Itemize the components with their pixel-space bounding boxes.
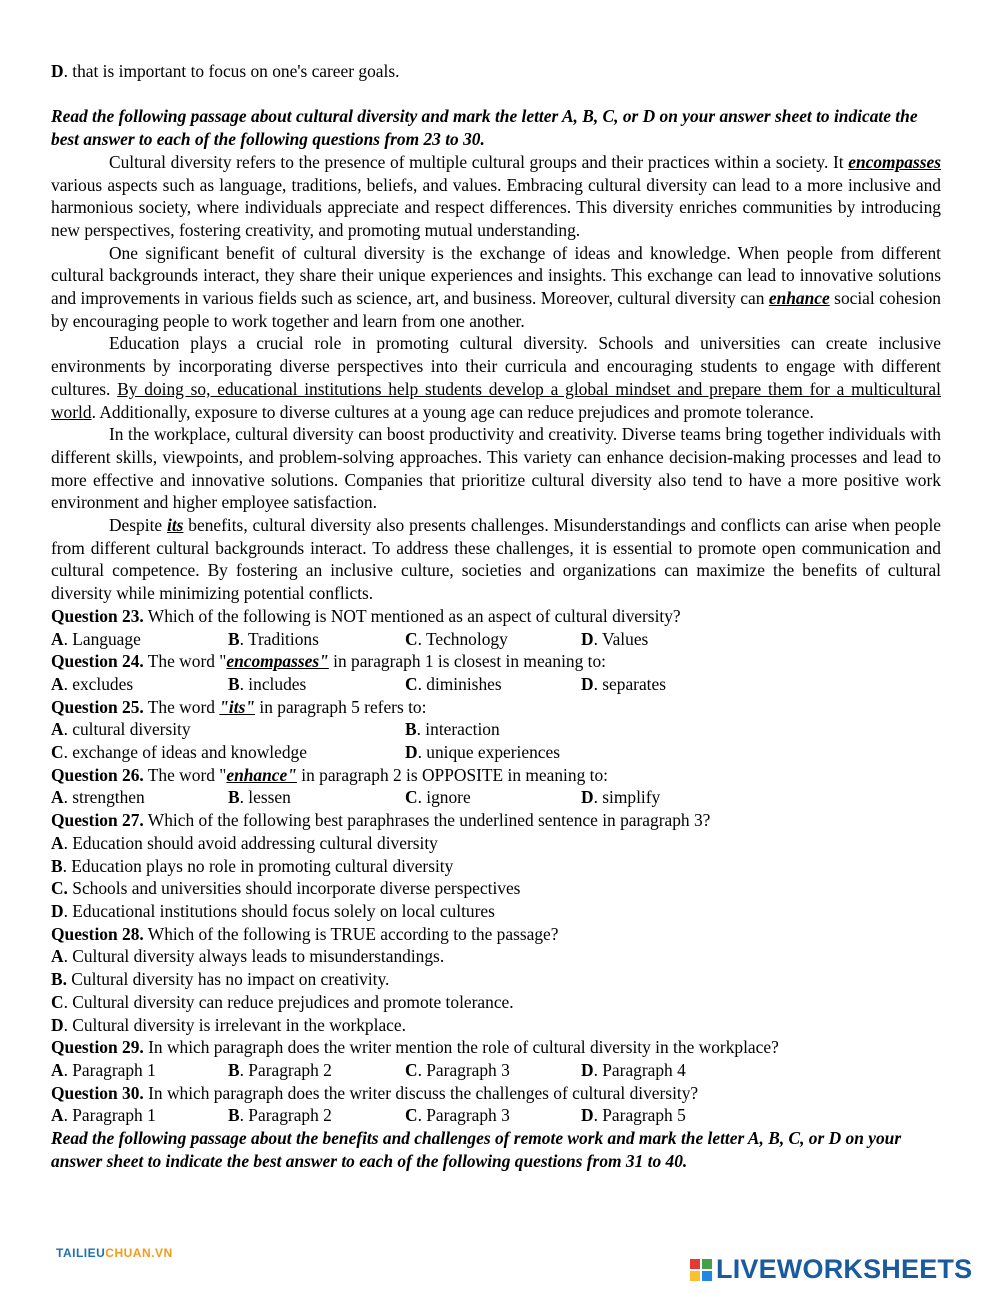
question-30: Question 30. In which paragraph does the writer discuss the challenges of cultural diversity?: [51, 1082, 699, 1103]
question-29-options: [51, 1059, 941, 1082]
option-c[interactable]: C. exchange of ideas and knowledge: [51, 742, 307, 763]
option-a[interactable]: A. excludes: [51, 673, 134, 694]
question-29: Question 29. In which paragraph does the writer mention the role of cultural diversity in the workplace?: [51, 1037, 779, 1058]
question-28: Question 28. Which of the following is TRUE according to the passage?: [51, 923, 559, 944]
instruction-passage-1: Read the following passage about cultural diversity and mark the letter A, B, C, or D on your answer sheet to indicate the best answer to each of the following questions from 23 to 30.: [51, 106, 918, 150]
option-d[interactable]: D. unique experiences: [405, 742, 561, 763]
question-25-options-row-2: [51, 741, 941, 764]
option-d[interactable]: D. simplify: [581, 787, 661, 808]
option-b[interactable]: B. Paragraph 2: [228, 1105, 332, 1126]
question-25: Question 25. The word "its" in paragraph 5 refers to:: [51, 696, 427, 717]
keyword-its: its: [166, 515, 184, 536]
option-d[interactable]: D. Paragraph 4: [581, 1059, 686, 1080]
question-30-options: [51, 1104, 941, 1127]
option-c[interactable]: C. diminishes: [405, 673, 502, 694]
option-d[interactable]: D. Values: [581, 628, 649, 649]
option-a[interactable]: A. cultural diversity: [51, 719, 191, 740]
worksheet-page: [51, 60, 941, 1172]
question-23-options: [51, 628, 941, 651]
option-d[interactable]: D. Paragraph 5: [581, 1105, 686, 1126]
option-b[interactable]: B. includes: [228, 673, 307, 694]
keyword-encompasses: encompasses: [848, 151, 941, 172]
option-c[interactable]: C. Cultural diversity can reduce prejudices and promote tolerance.: [51, 991, 514, 1012]
question-24-options: [51, 673, 941, 696]
option-b[interactable]: B. lessen: [228, 787, 291, 808]
paragraph-1: Cultural diversity refers to the presence of multiple cultural groups and their practices within a society. It encompasses various aspects such as language, traditions, beliefs, and values. Embracing cultural diversity can lead to a more inclusive and harmonious society, where individuals appreciate and respect differences. This diversity enriches communities by introducing new perspectives, fostering creativity, and promoting mutual understanding.: [51, 151, 941, 240]
paragraph-2: One significant benefit of cultural diversity is the exchange of ideas and knowledge. When people from different cultural backgrounds interact, they share their unique experiences and insights. This exchange can lead to innovative solutions and improvements in various fields such as science, art, and business. Moreover, cultural diversity can enhance social cohesion by encouraging people to work together and learn from one another.: [51, 242, 941, 331]
option-b[interactable]: B. interaction: [405, 719, 500, 740]
paragraph-4: In the workplace, cultural diversity can boost productivity and creativity. Diverse teams bring together individuals with different skills, viewpoints, and problem-solving approaches. This variety can enhance decision-making processes and lead to more effective and innovative solutions. Companies that prioritize cultural diversity also tend to have a more positive work environment and higher employee satisfaction.: [51, 424, 941, 513]
option-b[interactable]: B. Traditions: [228, 628, 319, 649]
tailieuchuan-logo[interactable]: TAILIEUCHUAN.VN: [56, 1246, 173, 1260]
liveworksheets-logo[interactable]: LIVEWORKSHEETS: [690, 1254, 972, 1285]
question-26: Question 26. The word "enhance" in paragraph 2 is OPPOSITE in meaning to:: [51, 764, 608, 785]
option-c[interactable]: C. Technology: [405, 628, 508, 649]
option-c[interactable]: C. Paragraph 3: [405, 1059, 510, 1080]
question-27: Question 27. Which of the following best paraphrases the underlined sentence in paragraph 3?: [51, 810, 711, 831]
option-a[interactable]: A. Cultural diversity always leads to misunderstandings.: [51, 946, 445, 967]
option-d[interactable]: D. Educational institutions should focus solely on local cultures: [51, 901, 495, 921]
previous-question-option-d: D. that is important to focus on one's career goals.: [51, 61, 400, 81]
paragraph-5: Despite its benefits, cultural diversity also presents challenges. Misunderstandings and conflicts can arise when people from different cultural backgrounds interact. To address these challenges, it is essential to promote open communication and cultural competence. By fostering an inclusive culture, societies and organizations can maximize the benefits of cultural diversity while minimizing potential conflicts.: [51, 515, 941, 604]
option-a[interactable]: A. strengthen: [51, 787, 145, 808]
option-d[interactable]: D. separates: [581, 673, 666, 694]
option-a[interactable]: A. Education should avoid addressing cultural diversity: [51, 832, 438, 853]
underlined-sentence: By doing so, educational institutions help students develop a global mindset and prepare them for a multicultural world: [51, 378, 941, 422]
keyword-enhance: enhance: [768, 288, 830, 309]
question-26-options: [51, 786, 941, 809]
option-c[interactable]: C. Paragraph 3: [405, 1105, 510, 1126]
question-23: Question 23. Which of the following is NOT mentioned as an aspect of cultural diversity?: [51, 605, 681, 626]
option-b[interactable]: B. Paragraph 2: [228, 1059, 332, 1080]
option-b[interactable]: B. Cultural diversity has no impact on creativity.: [51, 969, 390, 990]
option-a[interactable]: A. Language: [51, 628, 141, 649]
option-a[interactable]: A. Paragraph 1: [51, 1059, 156, 1080]
question-24: Question 24. The word "encompasses" in paragraph 1 is closest in meaning to:: [51, 651, 607, 672]
option-c[interactable]: C. ignore: [405, 787, 471, 808]
option-a[interactable]: A. Paragraph 1: [51, 1105, 156, 1126]
paragraph-3: Education plays a crucial role in promoting cultural diversity. Schools and universities can create inclusive environments by incorporating diverse perspectives into their curricula and encouraging students to engage with different cultures. By doing so, educational institutions help students develop a global mindset and prepare them for a multicultural world. Additionally, exposure to diverse cultures at a young age can reduce prejudices and promote tolerance.: [51, 333, 941, 422]
liveworksheets-blocks-icon: [690, 1259, 712, 1281]
spacer: [51, 83, 941, 106]
option-b[interactable]: B. Education plays no role in promoting cultural diversity: [51, 855, 454, 876]
question-25-options-row-1: [51, 718, 941, 741]
option-c[interactable]: C. Schools and universities should incorporate diverse perspectives: [51, 878, 521, 899]
option-d[interactable]: D. Cultural diversity is irrelevant in the workplace.: [51, 1014, 406, 1035]
instruction-passage-2: Read the following passage about the benefits and challenges of remote work and mark the letter A, B, C, or D on your answer sheet to indicate the best answer to each of the following questions from 31 to 40.: [51, 1128, 902, 1171]
